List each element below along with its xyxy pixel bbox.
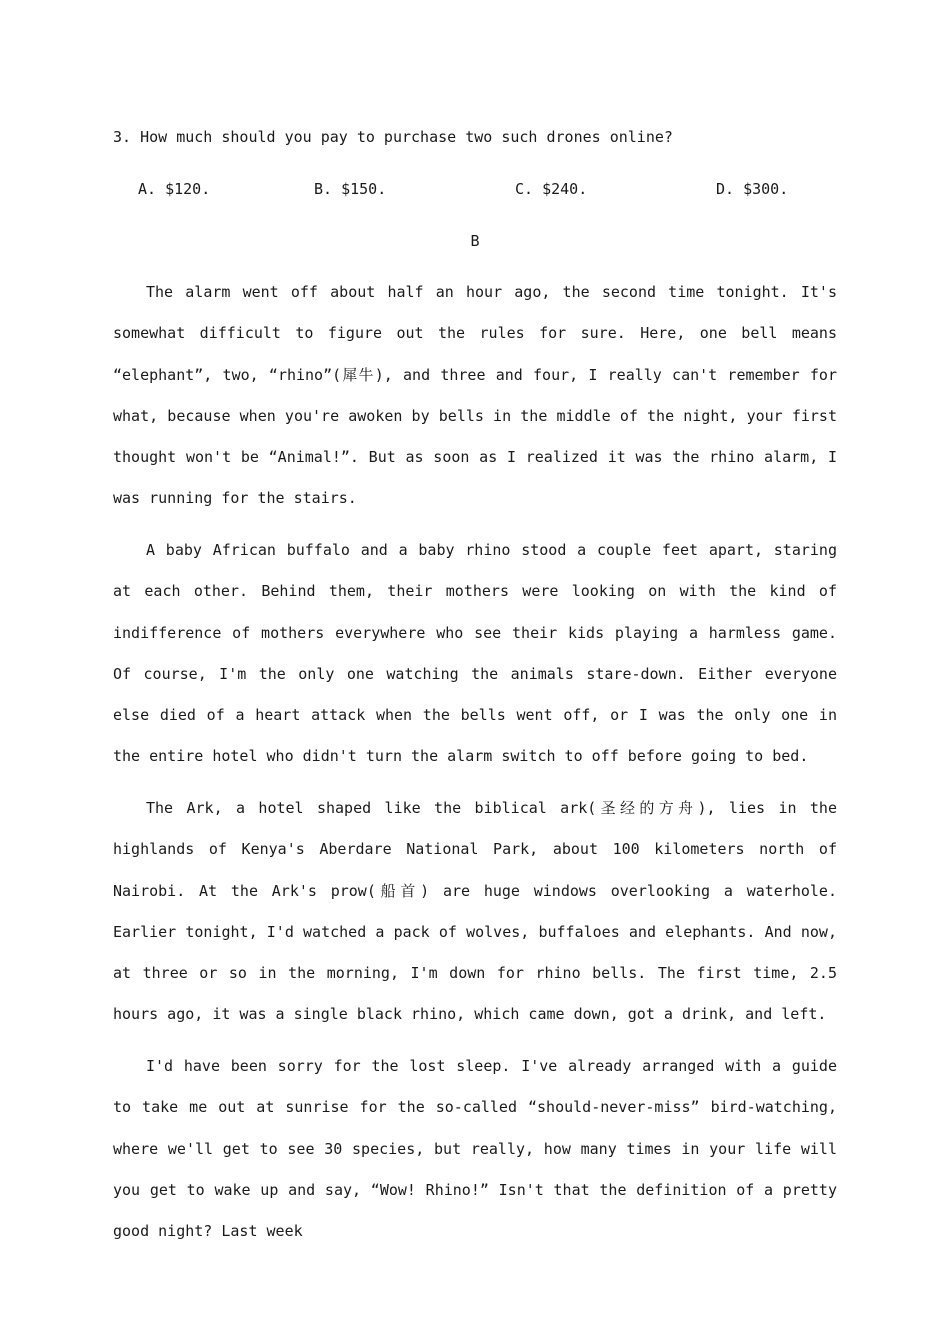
option-a: A. $120. xyxy=(138,180,211,198)
answer-options xyxy=(0,178,950,200)
option-d: D. $300. xyxy=(716,180,789,198)
section-heading: B xyxy=(470,232,480,250)
passage-paragraph: A baby African buffalo and a baby rhino stood a couple feet apart, staring at each other. Behind them, their mothers were looking on with the kind of indifference of mothers everywhere who see their kids playing a harmless game. Of course, I'm the only one watching the animals stare-down. Either everyone else died of a heart attack when the bells went off, or I was the only one in the entire hotel who didn't turn the alarm switch to off before going to bed. xyxy=(113,541,837,766)
passage-paragraph: The alarm went off about half an hour ago, the second time tonight. It's somewhat difficult to figure out the rules for sure. Here, one bell means “elephant”, two, “rhino”(犀牛), and three and four, I really can't remember for what, because when you're awoken by bells in the middle of the night, your first thought won't be “Animal!”. But as soon as I realized it was the rhino alarm, I was running for the stairs. xyxy=(113,283,837,508)
passage-paragraph: I'd have been sorry for the lost sleep. I've already arranged with a guide to take me out at sunrise for the so-called “should-never-miss” bird-watching, where we'll get to see 30 species, but really, how many times in your life will you get to wake up and say, “Wow! Rhino!” Isn't that the definition of a pretty good night? Last week xyxy=(113,1057,837,1241)
option-b: B. $150. xyxy=(314,180,387,198)
option-c: C. $240. xyxy=(515,180,588,198)
question-text: 3. How much should you pay to purchase two such drones online? xyxy=(113,128,673,146)
passage-paragraph: The Ark, a hotel shaped like the biblical ark(圣经的方舟), lies in the highlands of Kenya's Aberdare National Park, about 100 kilometers north of Nairobi. At the Ark's prow(船首) are huge windows overlooking a waterhole. Earlier tonight, I'd watched a pack of wolves, buffaloes and elephants. And now, at three or so in the morning, I'm down for rhino bells. The first time, 2.5 hours ago, it was a single black rhino, which came down, got a drink, and left. xyxy=(113,799,837,1024)
